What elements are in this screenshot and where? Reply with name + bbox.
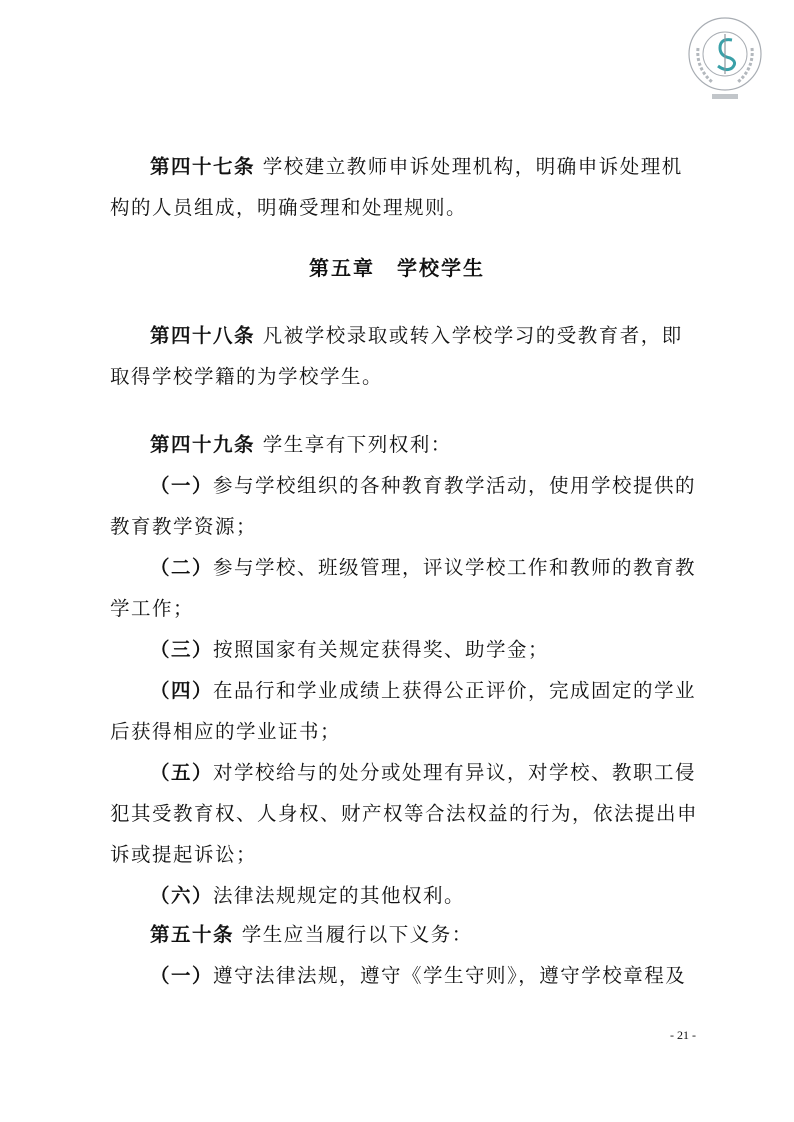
list-text: 参与学校组织的各种教育教学活动，使用学校提供的教育教学资源； bbox=[110, 474, 697, 538]
list-marker: （一） bbox=[150, 474, 214, 497]
list-text: 按照国家有关规定获得奖、助学金； bbox=[213, 638, 550, 661]
list-item bbox=[110, 547, 700, 629]
list-item bbox=[110, 670, 700, 752]
school-emblem-icon bbox=[682, 8, 768, 108]
list-marker: （五） bbox=[150, 761, 214, 784]
article-47 bbox=[110, 146, 700, 228]
list-marker: （三） bbox=[150, 638, 214, 661]
article-47-text: 学校建立教师申诉处理机构，明确申诉处理机构的人员组成，明确受理和处理规则。 bbox=[110, 155, 683, 219]
list-marker: （六） bbox=[150, 884, 214, 907]
article-48-number: 第四十八条 bbox=[150, 324, 256, 347]
list-marker: （一） bbox=[150, 964, 214, 987]
list-text: 对学校给与的处分或处理有异议，对学校、教职工侵犯其受教育权、人身权、财产权等合法权益的行为，依法提出申诉或提起诉讼； bbox=[110, 761, 699, 866]
article-50 bbox=[110, 914, 700, 955]
article-47-number: 第四十七条 bbox=[150, 155, 256, 178]
list-marker: （四） bbox=[150, 679, 214, 702]
list-item bbox=[110, 875, 700, 916]
list-text: 参与学校、班级管理，评议学校工作和教师的教育教学工作； bbox=[110, 556, 697, 620]
list-marker: （二） bbox=[150, 556, 214, 579]
article-49 bbox=[110, 424, 700, 465]
page-number: - 21 - bbox=[670, 1028, 696, 1042]
list-item bbox=[110, 629, 700, 670]
article-49-text: 学生享有下列权利： bbox=[262, 433, 452, 456]
article-49-number: 第四十九条 bbox=[150, 433, 256, 456]
list-text: 遵守法律法规，遵守《学生守则》，遵守学校章程及 bbox=[213, 964, 687, 987]
article-49-items bbox=[110, 465, 700, 916]
article-50-number: 第五十条 bbox=[150, 923, 235, 946]
list-text: 法律法规规定的其他权利。 bbox=[213, 884, 466, 907]
article-48-text: 凡被学校录取或转入学校学习的受教育者，即取得学校学籍的为学校学生。 bbox=[110, 324, 683, 388]
list-item bbox=[110, 955, 700, 996]
list-item bbox=[110, 752, 700, 875]
list-text: 在品行和学业成绩上获得公正评价，完成固定的学业后获得相应的学业证书； bbox=[110, 679, 697, 743]
article-50-text: 学生应当履行以下义务： bbox=[241, 923, 473, 946]
article-48 bbox=[110, 315, 700, 397]
chapter-heading: 第五章 学校学生 bbox=[309, 256, 485, 280]
list-item bbox=[110, 465, 700, 547]
